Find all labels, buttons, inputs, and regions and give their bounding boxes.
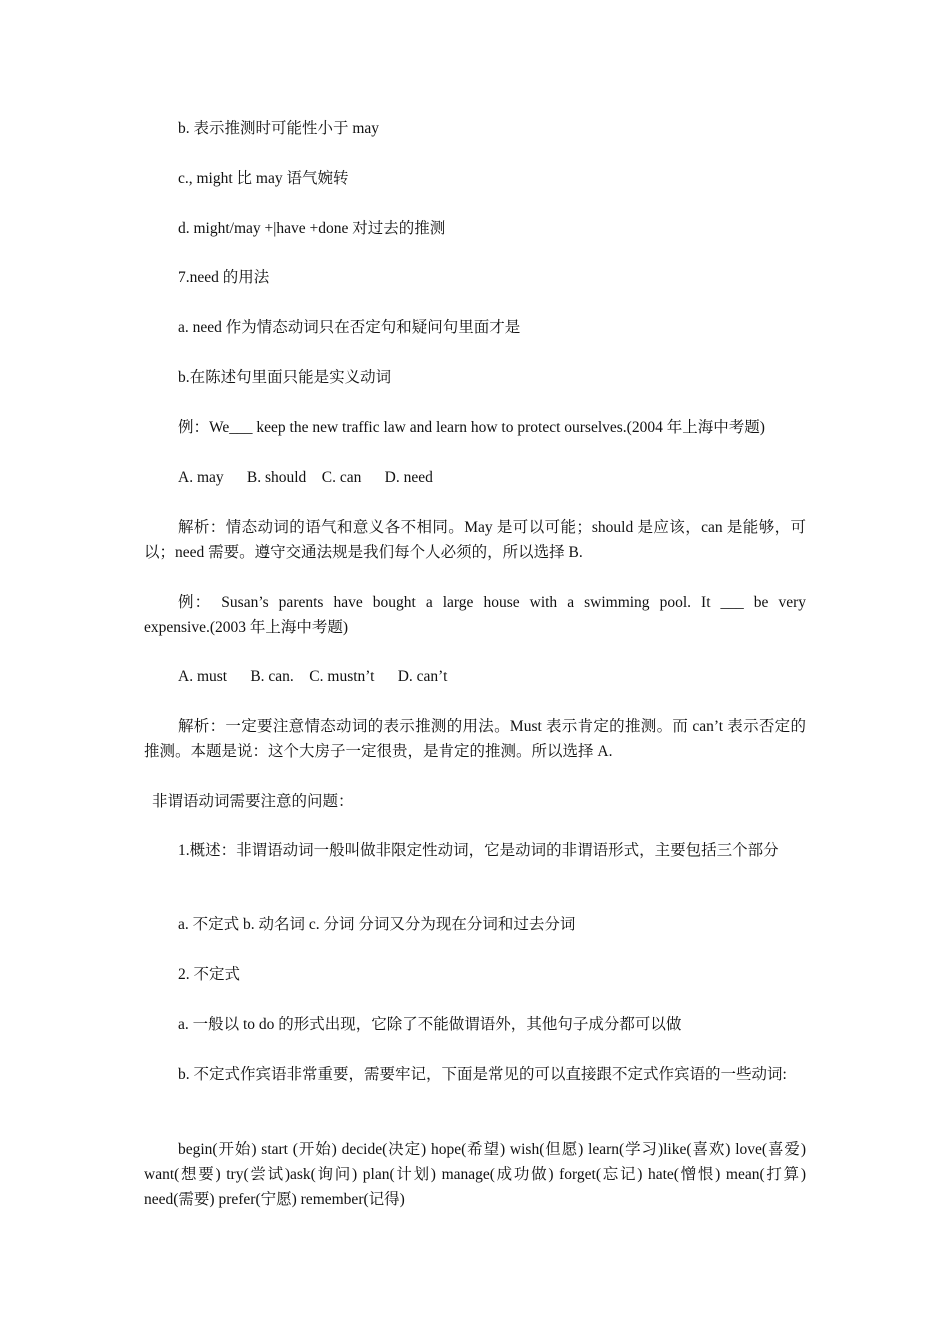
- forms-list: a. 不定式 b. 动名词 c. 分词 分词又分为现在分词和过去分词: [178, 916, 576, 933]
- infinitive-point-a: a. 一般以 to do 的形式出现，它除了不能做谓语外，其他句子成分都可以做: [178, 1016, 682, 1033]
- line-b-possibility: b. 表示推测时可能性小于 may: [178, 120, 380, 137]
- example-2-options: A. must B. can. C. mustn’t D. can’t: [178, 668, 448, 685]
- line-d-past-inference: d. might/may +|have +done 对过去的推测: [178, 220, 446, 237]
- heading-infinitive: 2. 不定式: [178, 966, 241, 983]
- example-2-analysis: 解析：一定要注意情态动词的表示推测的用法。Must 表示肯定的推测。而 can’t 表示否定的推测。本题是说：这个大房子一定很贵，是肯定的推测。所以选择 A.: [144, 718, 806, 760]
- example-1-analysis: 解析：情态动词的语气和意义各不相同。May 是可以可能；should 是应该，can 是能够，可以；need 需要。遵守交通法规是我们每个人必须的，所以选择 B.: [144, 519, 806, 561]
- line-a-need-modal: a. need 作为情态动词只在否定句和疑问句里面才是: [178, 319, 521, 336]
- verb-list: begin(开始) start (开始) decide(决定) hope(希望) wish(但愿) learn(学习)like(喜欢) love(喜爱) want(想要) try(尝试)ask(询问) plan(计划) manage(成功做) forget(忘记) hate(憎恨) mean(打算) need(需要) prefer(宁愿) remember(记得): [144, 1141, 806, 1208]
- example-1-question: 例：We___ keep the new traffic law and learn how to protect ourselves.(2004 年上海中考题): [178, 419, 765, 436]
- heading-need-usage: 7.need 的用法: [178, 269, 270, 286]
- overview-paragraph: 1.概述：非谓语动词一般叫做非限定性动词，它是动词的非谓语形式，主要包括三个部分: [178, 842, 779, 859]
- line-b-need-notional: b.在陈述句里面只能是实义动词: [178, 369, 392, 386]
- infinitive-point-b: b. 不定式作宾语非常重要，需要牢记，下面是常见的可以直接跟不定式作宾语的一些动词:: [178, 1066, 787, 1083]
- example-1-options: A. may B. should C. can D. need: [178, 469, 433, 486]
- section-heading-nonfinite: 非谓语动词需要注意的问题：: [152, 793, 354, 810]
- example-2-question: 例： Susan’s parents have bought a large house with a swimming pool. It ___ be very expensive.(2003 年上海中考题): [144, 594, 810, 636]
- line-c-might: c., might 比 may 语气婉转: [178, 170, 349, 187]
